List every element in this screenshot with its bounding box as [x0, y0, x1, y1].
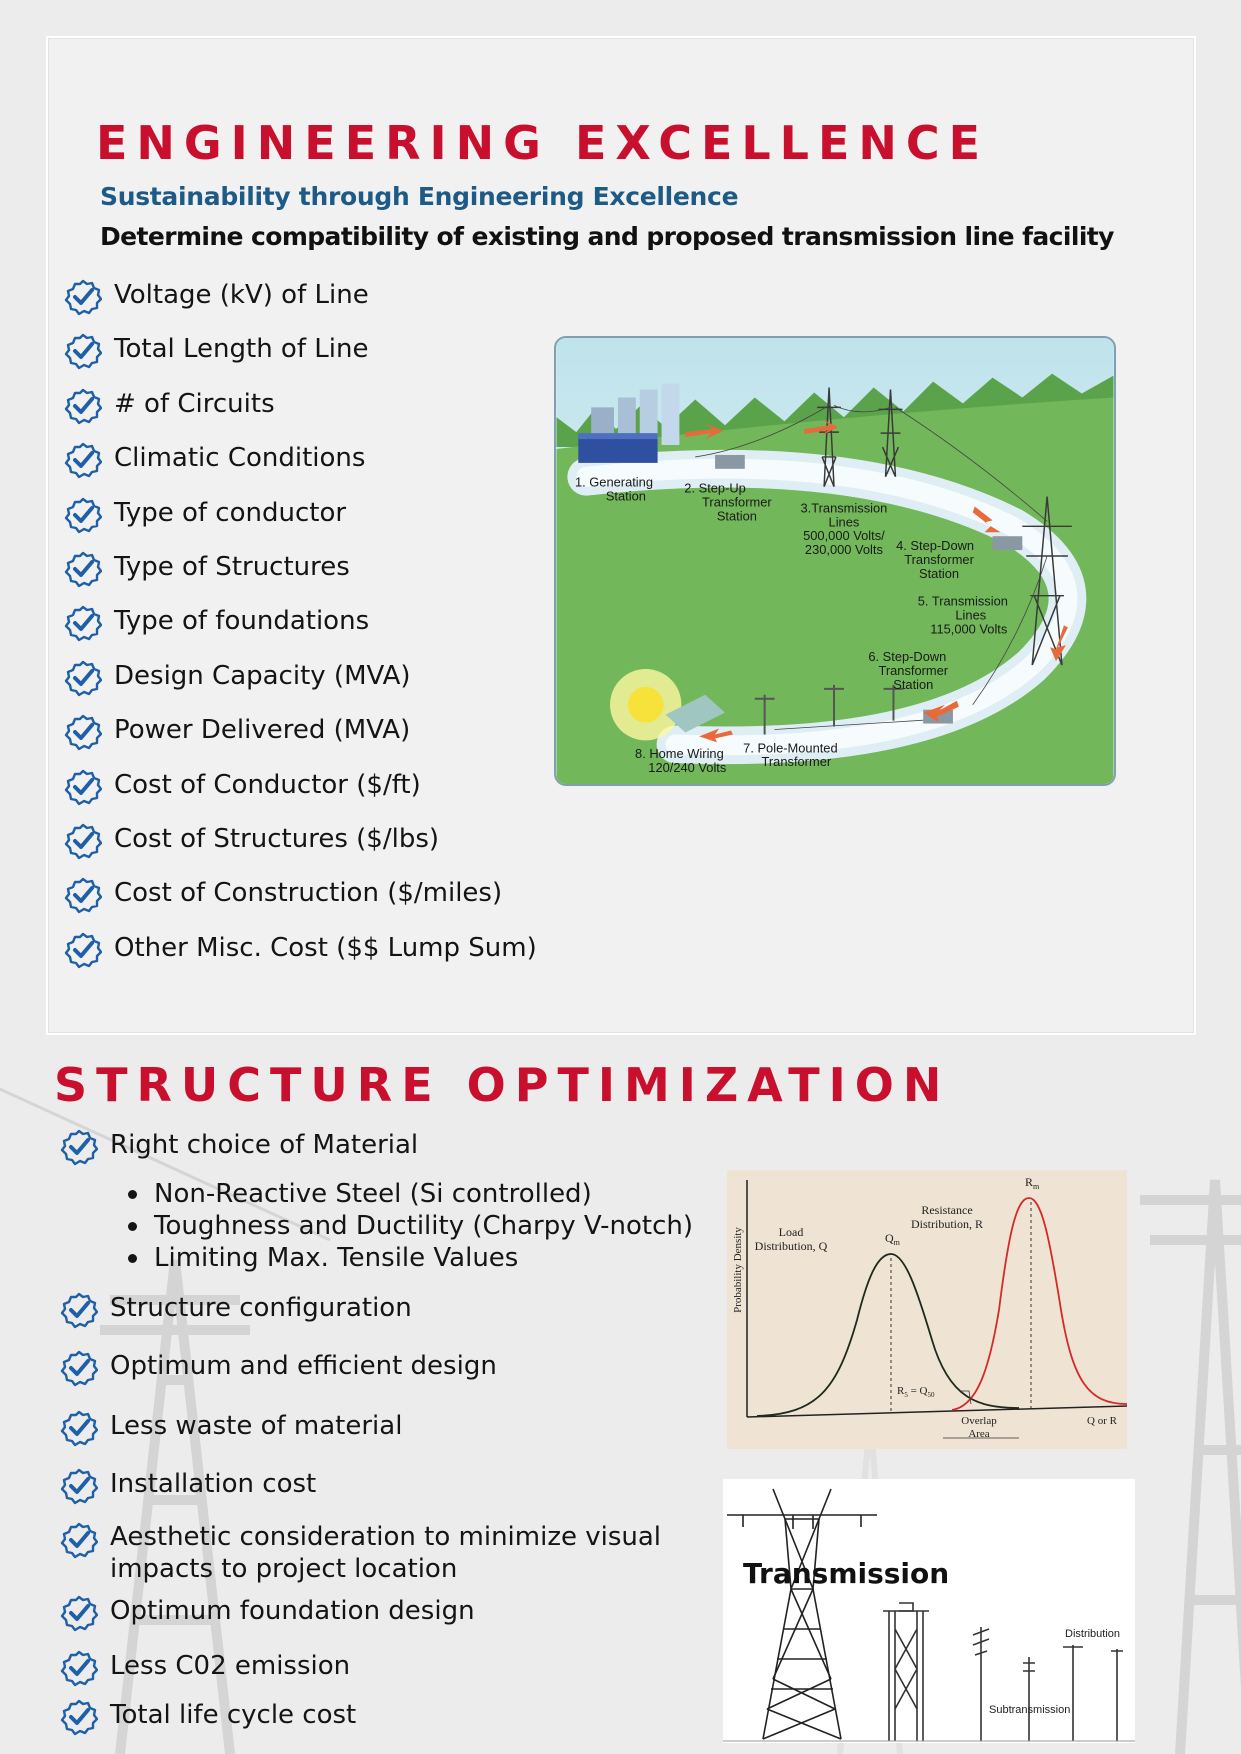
checklist-item — [60, 1698, 356, 1736]
engineering-lead-text: Determine compatibility of existing and proposed transmission line facility — [100, 222, 1114, 251]
diagram-label: Station — [893, 676, 934, 692]
checklist-item — [64, 876, 502, 914]
diagram-label: 1. Generating — [574, 474, 653, 490]
checklist-item — [64, 713, 410, 751]
checklist-item-label: Less waste of material — [110, 1411, 403, 1441]
diagram-label: 4. Step-Down — [896, 538, 975, 554]
check-circle-icon — [64, 387, 102, 425]
checklist-item-label: Type of conductor — [114, 498, 347, 528]
check-circle-icon — [60, 1467, 98, 1505]
checklist-item — [60, 1128, 418, 1166]
checklist-item-label: Optimum foundation design — [110, 1596, 475, 1626]
checklist-item — [64, 387, 275, 425]
probability-density-figure — [727, 1170, 1127, 1449]
check-circle-icon — [60, 1649, 98, 1687]
checklist-item-label: Total life cycle cost — [110, 1700, 357, 1730]
r5-q50-label: $R_5 = Q_{50}$ — [897, 1385, 935, 1399]
check-circle-icon — [64, 332, 102, 370]
engineering-title: ENGINEERING EXCELLENCE — [96, 116, 990, 170]
checklist-item-label: # of Circuits — [114, 389, 275, 419]
checklist-item — [64, 659, 411, 697]
checklist-item — [60, 1594, 475, 1632]
checklist-item — [60, 1649, 350, 1687]
check-circle-icon — [60, 1698, 98, 1736]
checklist-item-label: Power Delivered (MVA) — [114, 715, 411, 745]
checklist-item-label: Type of foundations — [114, 606, 370, 636]
checklist-item-label: Right choice of Material — [110, 1130, 419, 1160]
check-circle-icon — [64, 768, 102, 806]
checklist-item-label: Structure configuration — [110, 1293, 412, 1323]
check-circle-icon — [64, 604, 102, 642]
material-sub-list — [126, 1178, 693, 1274]
overlap-label: Overlap — [961, 1415, 997, 1427]
resistance-label: Resistance — [921, 1203, 973, 1217]
check-circle-icon — [60, 1349, 98, 1387]
check-circle-icon — [64, 822, 102, 860]
diagram-label: 5. Transmission — [917, 593, 1008, 609]
diagram-label: Transformer — [761, 754, 832, 770]
checklist-item-label: Total Length of Line — [114, 334, 369, 364]
checklist-item — [60, 1521, 661, 1585]
check-circle-icon — [64, 496, 102, 534]
diagram-label: 500,000 Volts/ — [803, 528, 885, 544]
checklist-item-label: Type of Structures — [114, 552, 350, 582]
distribution-label: Distribution — [1065, 1628, 1121, 1640]
check-circle-icon — [64, 876, 102, 914]
load-label: Load — [778, 1225, 804, 1239]
diagram-label: 8. Home Wiring — [635, 746, 724, 762]
diagram-label: Transformer — [904, 551, 974, 567]
checklist-item — [64, 496, 346, 534]
qm-label: $Q_m$ — [885, 1231, 900, 1247]
structure-title: STRUCTURE OPTIMIZATION — [54, 1058, 951, 1112]
check-circle-icon — [60, 1594, 98, 1632]
check-circle-icon — [64, 550, 102, 588]
checklist-item-label: Climatic Conditions — [114, 443, 366, 473]
check-circle-icon — [64, 713, 102, 751]
checklist-item — [64, 550, 350, 588]
engineering-subtitle: Sustainability through Engineering Excellence — [100, 182, 739, 211]
check-circle-icon — [60, 1291, 98, 1329]
diagram-label: 230,000 Volts — [804, 542, 883, 558]
diagram-label: 3.Transmission — [800, 500, 888, 516]
check-circle-icon — [60, 1521, 98, 1559]
checklist-item-label: Cost of Structures ($/lbs) — [114, 824, 440, 854]
sub-list-item: Non-Reactive Steel (Si controlled) — [126, 1178, 693, 1210]
checklist-item — [64, 278, 369, 316]
diagram-label: Station — [716, 508, 757, 524]
probability-density-svg — [727, 1170, 1127, 1449]
checklist-item-label: Optimum and efficient design — [110, 1351, 497, 1381]
diagram-label: Lines — [828, 514, 860, 530]
check-circle-icon — [64, 659, 102, 697]
diagram-label: 2. Step-Up — [684, 480, 746, 496]
checklist-item — [64, 441, 365, 479]
checklist-item-label: Other Misc. Cost ($$ Lump Sum) — [114, 933, 537, 963]
overlap-label: Area — [968, 1428, 990, 1440]
y-axis-label: Probability Density — [732, 1227, 744, 1313]
diagram-label: 120/240 Volts — [648, 760, 727, 776]
checklist-item — [60, 1349, 497, 1387]
x-axis-label: Q or R — [1087, 1415, 1117, 1427]
checklist-item-line: Aesthetic consideration to minimize visual — [110, 1522, 662, 1552]
transmission-label: Transmission — [743, 1557, 950, 1590]
diagram-label: Transformer — [702, 494, 772, 510]
diagram-label: Transformer — [878, 662, 949, 678]
load-label: Distribution, Q — [754, 1239, 828, 1253]
checklist-item-label: Installation cost — [110, 1469, 317, 1499]
checklist-item-label: Cost of Conductor ($/ft) — [114, 770, 421, 800]
resistance-label: Distribution, R — [910, 1217, 984, 1231]
diagram-label: 6. Step-Down — [868, 649, 947, 665]
subtransmission-label: Subtransmission — [989, 1704, 1071, 1716]
checklist-item-label: Voltage (kV) of Line — [114, 280, 369, 310]
diagram-label: Station — [919, 565, 960, 581]
checklist-item — [64, 604, 369, 642]
sub-list-item: Limiting Max. Tensile Values — [126, 1242, 693, 1274]
check-circle-icon — [64, 441, 102, 479]
rm-label: $R_m$ — [1025, 1175, 1040, 1191]
check-circle-icon — [64, 931, 102, 969]
checklist-item — [60, 1467, 316, 1505]
diagram-label: 115,000 Volts — [930, 621, 1008, 637]
check-circle-icon — [60, 1128, 98, 1166]
check-circle-icon — [60, 1409, 98, 1447]
checklist-item-label: Less C02 emission — [110, 1651, 351, 1681]
power-grid-diagram — [554, 336, 1116, 786]
checklist-item-label: Design Capacity (MVA) — [114, 661, 411, 691]
power-grid-illustration — [556, 338, 1114, 784]
diagram-label: Station — [605, 488, 646, 504]
sub-list-item: Toughness and Ductility (Charpy V-notch) — [126, 1210, 693, 1242]
transmission-towers-svg — [723, 1479, 1135, 1743]
diagram-label: Lines — [955, 607, 987, 623]
checklist-item — [64, 332, 368, 370]
checklist-item — [64, 768, 421, 806]
checklist-item — [64, 822, 439, 860]
checklist-item — [64, 931, 537, 969]
diagram-label: 7. Pole-Mounted — [743, 740, 838, 756]
checklist-item-line: impacts to project location — [110, 1554, 458, 1584]
check-circle-icon — [64, 278, 102, 316]
checklist-item-label — [110, 1521, 661, 1585]
transmission-towers-figure — [723, 1479, 1135, 1743]
checklist-item — [60, 1409, 402, 1447]
checklist-item — [60, 1291, 412, 1329]
checklist-item-label: Cost of Construction ($/miles) — [114, 878, 503, 908]
